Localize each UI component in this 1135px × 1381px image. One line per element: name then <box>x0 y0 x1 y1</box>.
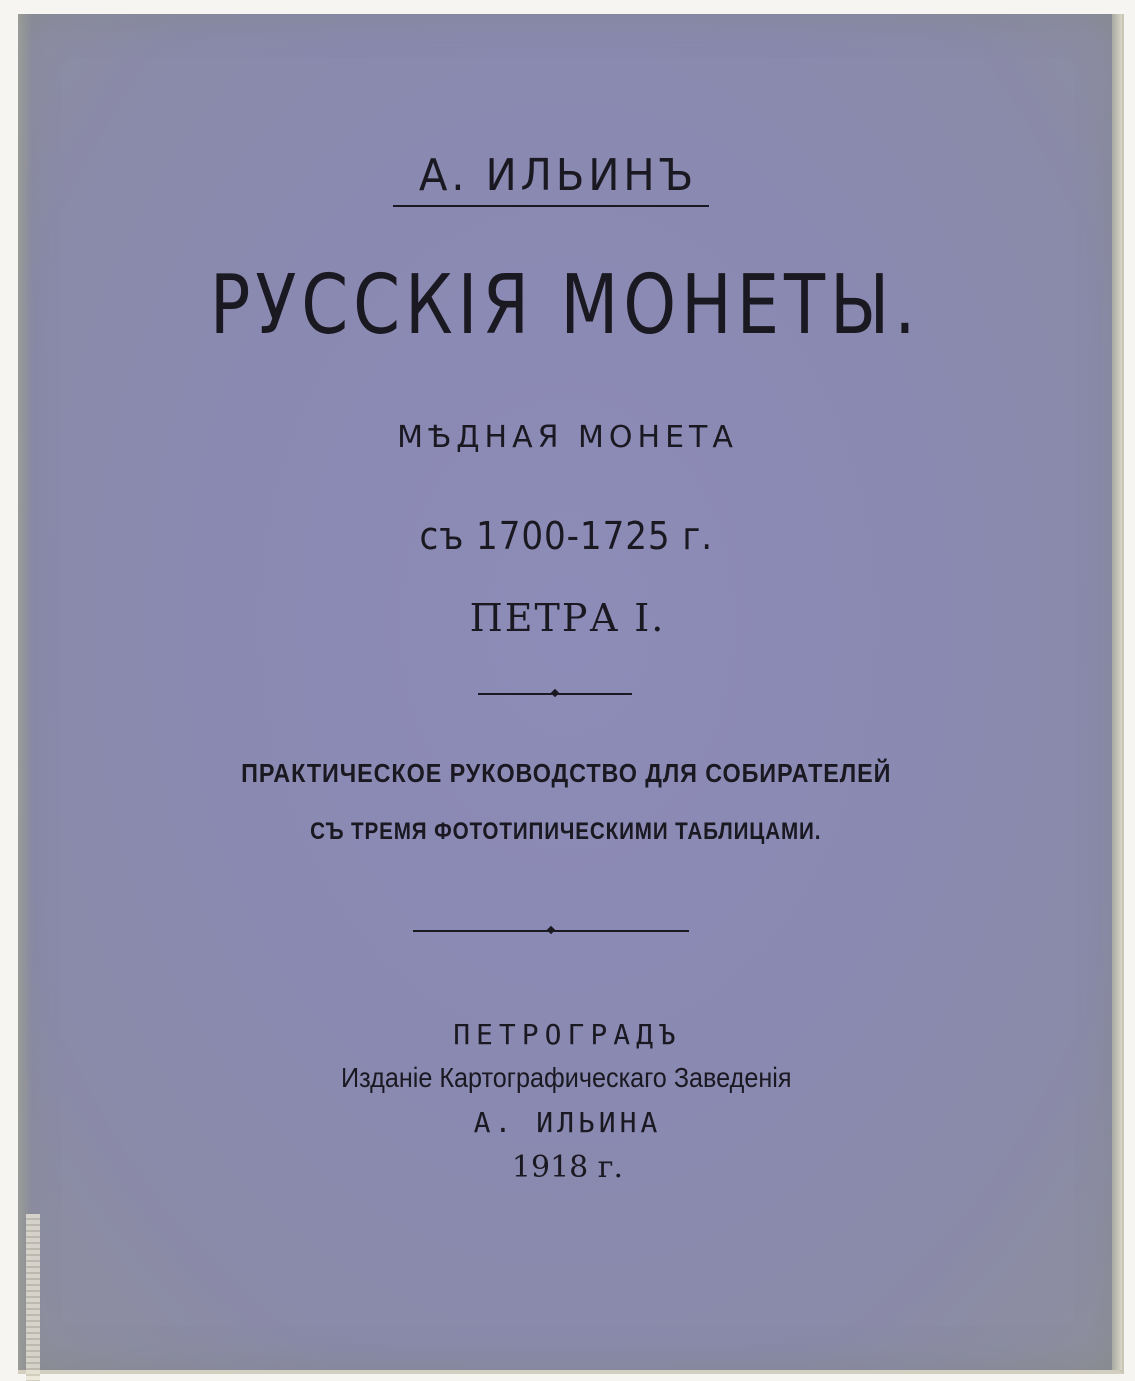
ruler-name: ПЕТРА І. <box>469 596 666 640</box>
spine-wear <box>26 1214 40 1381</box>
publication-year: 1918 г. <box>511 1150 624 1185</box>
publisher-name: А. ИЛЬИНА <box>473 1106 662 1139</box>
author-underline <box>393 205 709 207</box>
book-subtitle: МѢДНАЯ МОНЕТА <box>397 420 738 455</box>
author-name: А. ИЛЬИНЪ <box>418 150 698 201</box>
year-range: съ 1700-1725 г. <box>419 514 713 558</box>
ornamental-divider <box>478 693 632 695</box>
tables-description: СЪ ТРЕМЯ ФОТОТИПИЧЕСКИМИ ТАБЛИЦАМИ. <box>310 818 822 845</box>
publication-city: ПЕТРОГРАДЪ <box>453 1018 682 1051</box>
publisher-line: Изданіе Картографическаго Заведенія <box>340 1062 792 1093</box>
ornamental-divider <box>413 930 689 932</box>
book-title: РУССКІЯ МОНЕТЫ. <box>209 258 921 353</box>
guide-description: ПРАКТИЧЕСКОЕ РУКОВОДСТВО ДЛЯ СОБИРАТЕЛЕЙ <box>241 758 892 788</box>
